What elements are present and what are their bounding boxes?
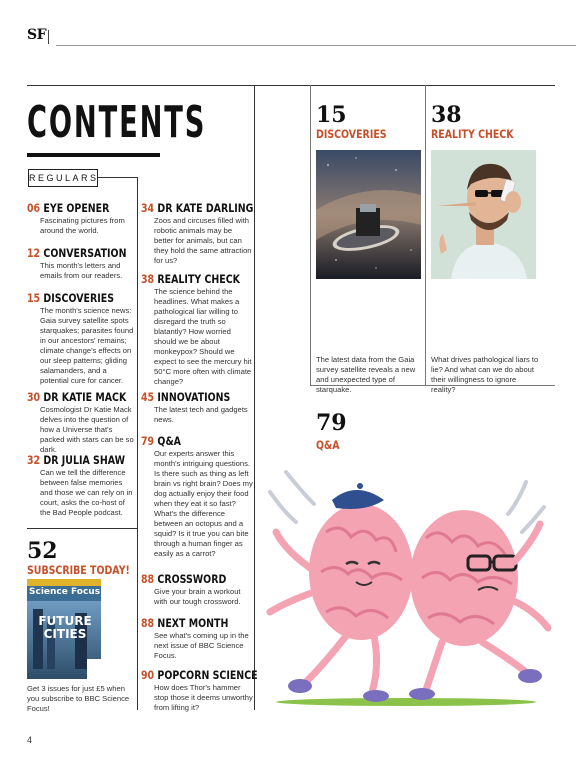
item-title: NEXT MONTH (157, 616, 229, 630)
magazine-cover-image[interactable] (27, 579, 101, 679)
page-number: 90 (141, 668, 155, 682)
page-number: 32 (27, 453, 41, 467)
page-number: 88 (141, 572, 155, 586)
contents-item[interactable] (141, 272, 253, 387)
contents-item[interactable] (141, 616, 253, 661)
page-number-footer: 4 (27, 735, 33, 745)
contents-item[interactable] (141, 390, 253, 425)
page-number: 38 (141, 272, 155, 286)
feature-caption: The latest data from the Gaia survey satellite reveals a new and unexpected type of starquake. (316, 355, 416, 394)
header-rule (56, 45, 576, 46)
item-title: DR JULIA SHAW (43, 453, 126, 467)
gaia-satellite-illustration (316, 150, 421, 279)
subscribe-page-number: 52 (27, 538, 58, 564)
item-description: Can we tell the difference between false memories and those we can rely on in court, asks the co-host of the Bad People podcast. (40, 468, 133, 517)
feature-title: Q&A (316, 438, 340, 452)
feature-page-number: 79 (316, 410, 347, 436)
item-title: CONVERSATION (43, 246, 127, 260)
page-number: 34 (141, 201, 155, 215)
contents-item[interactable] (141, 434, 253, 559)
page-number: 88 (141, 616, 155, 630)
feature-page-number: 15 (316, 102, 347, 128)
subscribe-title: SUBSCRIBE TODAY! (27, 563, 130, 577)
page-number: 12 (27, 246, 41, 260)
item-title: POPCORN SCIENCE (157, 668, 258, 682)
dancing-brains-image[interactable] (256, 452, 556, 710)
column-divider-left (137, 177, 138, 710)
contents-item[interactable] (141, 201, 253, 266)
item-title: Q&A (157, 434, 181, 448)
column-divider-main (254, 85, 255, 710)
subscribe-top-rule (27, 528, 137, 529)
contents-item[interactable] (27, 246, 135, 281)
page-number: 45 (141, 390, 155, 404)
item-description: Give your brain a workout with our tough crossword. (154, 587, 241, 606)
liar-man-illustration (431, 150, 536, 279)
item-title: INNOVATIONS (157, 390, 231, 404)
feature-caption: What drives pathological liars to lie? And what can we do about their willingness to ignore reality? (431, 355, 539, 394)
page-number: 79 (141, 434, 155, 448)
feature-page-number: 38 (431, 102, 462, 128)
cover-headline: FUTURE CITIES (38, 614, 92, 641)
column-divider-feature-left (310, 85, 311, 385)
contents-title-bar (27, 153, 160, 157)
regulars-label: REGULARS (28, 169, 98, 187)
feature-title: DISCOVERIES (316, 127, 387, 141)
page-number: 30 (27, 390, 41, 404)
item-description: Cosmologist Dr Katie Mack delves into the question of how a Universe that's packed with stars can be so dark. (40, 405, 134, 454)
regulars-rule (97, 177, 137, 178)
item-description: The science behind the headlines. What makes a pathological liar willing to disregard the truth so blatantly? How worried should we be about monkeypox? Should we expect to see the mercury hit 50°C more often with climate change? (154, 287, 252, 386)
feature-title: REALITY CHECK (431, 127, 514, 141)
item-description: Our experts answer this month's intriguing questions. Is there such as thing as left brain vs right brain? Does my dog actually enjoy their food when they eat it so fast? What's the difference between an octopus and a squid? Is it true you can bite through a human finger as easily as a carrot? (154, 449, 253, 558)
contents-top-rule (27, 85, 555, 86)
contents-item[interactable] (141, 668, 258, 713)
item-title: REALITY CHECK (157, 272, 240, 286)
item-description: Fascinating pictures from around the world. (40, 216, 125, 235)
page-number: 15 (27, 291, 41, 305)
item-description: The month's science news: Gaia survey satellite spots starquakes; parasites found in our ancestors' remains; climate change's effects on our sleep patterns; gliding salamanders, and a potential cure for cancer. (40, 306, 134, 385)
contents-item[interactable] (141, 572, 253, 607)
contents-item[interactable] (27, 291, 135, 386)
item-description: How does Thor's hammer stop those it deems unworthy from lifting it? (154, 683, 253, 712)
header-divider (48, 30, 49, 44)
subscribe-description: Get 3 issues for just £5 when you subscribe to BBC Science Focus! (27, 684, 130, 713)
item-description: Zoos and circuses filled with robotic animals may be better for animals, but can they hold the same attraction for us? (154, 216, 252, 265)
item-description: See what's coming up in the next issue of BBC Science Focus. (154, 631, 249, 660)
contents-item[interactable] (27, 201, 135, 236)
contents-title: CONTENTS (27, 97, 207, 148)
item-title: DR KATIE MACK (43, 390, 127, 404)
item-description: This month's letters and emails from our readers. (40, 261, 123, 280)
item-title: CROSSWORD (157, 572, 227, 586)
contents-item[interactable] (27, 390, 135, 455)
gaia-satellite-image[interactable] (316, 150, 421, 279)
magazine-logo: SF (27, 27, 47, 43)
cover-masthead: Science Focus (29, 587, 101, 597)
column-divider-feature-right (425, 85, 426, 385)
item-description: The latest tech and gadgets news. (154, 405, 248, 424)
item-title: DISCOVERIES (43, 291, 114, 305)
item-title: EYE OPENER (43, 201, 110, 215)
item-title: DR KATE DARLING (157, 201, 254, 215)
dancing-brains-illustration (256, 452, 556, 710)
page-number: 06 (27, 201, 41, 215)
contents-item[interactable] (27, 453, 135, 518)
pinocchio-liar-image[interactable] (431, 150, 536, 279)
